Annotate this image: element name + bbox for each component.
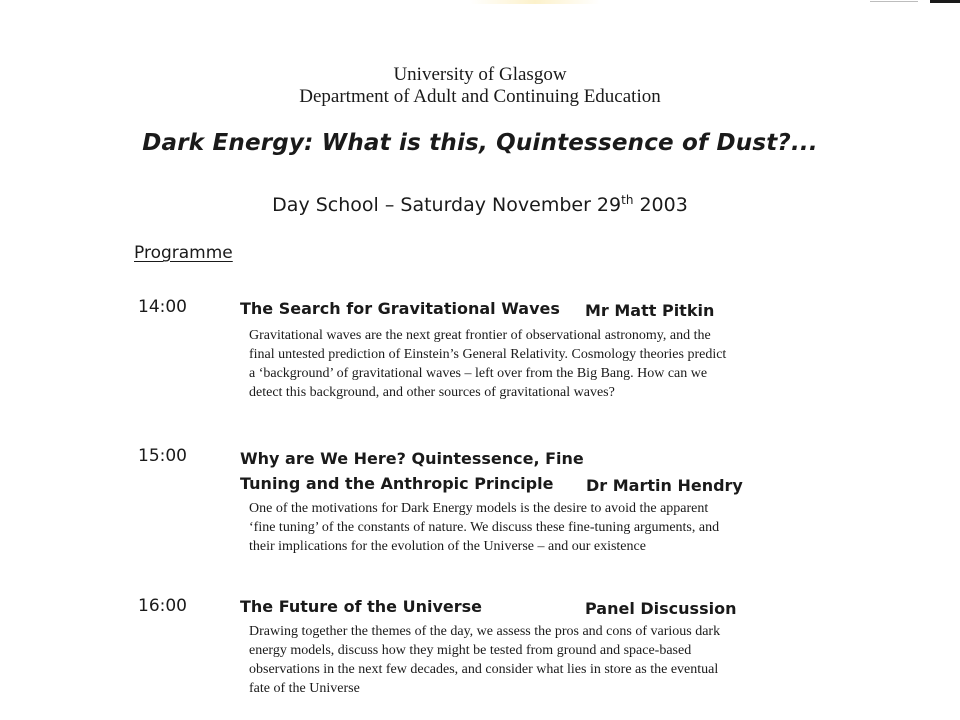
session-title-line-2: Tuning and the Anthropic Principle bbox=[240, 474, 554, 493]
programme-heading: Programme bbox=[134, 243, 233, 263]
session-title: The Future of the Universe bbox=[240, 597, 482, 616]
description-line: final untested prediction of Einstein’s General Relativity. Cosmology theories predict bbox=[249, 347, 727, 362]
session-time: 14:00 bbox=[138, 297, 187, 317]
description-line: their implications for the evolution of the Universe – and our existence bbox=[249, 539, 646, 554]
scan-smudge bbox=[470, 0, 600, 4]
session-description bbox=[249, 326, 749, 402]
university-name: University of Glasgow bbox=[393, 64, 567, 85]
session-title-line-1: Why are We Here? Quintessence, Fine bbox=[240, 449, 584, 468]
session-speaker: Dr Martin Hendry bbox=[586, 476, 743, 495]
session-time: 16:00 bbox=[138, 596, 187, 616]
corner-rule bbox=[870, 0, 960, 4]
description-line: energy models, discuss how they might be tested from ground and space-based bbox=[249, 643, 692, 658]
event-date-ordinal: th bbox=[621, 193, 634, 207]
description-line: Drawing together the themes of the day, we assess the pros and cons of various dark bbox=[249, 624, 721, 639]
session-speaker: Panel Discussion bbox=[585, 599, 737, 618]
description-line: One of the motivations for Dark Energy models is the desire to avoid the apparent bbox=[249, 501, 709, 516]
event-date-year: 2003 bbox=[633, 194, 688, 216]
description-line: Gravitational waves are the next great frontier of observational astronomy, and the bbox=[249, 328, 711, 343]
description-line: ‘fine tuning’ of the constants of nature. We discuss these fine-tuning arguments, and bbox=[249, 520, 720, 535]
corner-rule-thick bbox=[930, 0, 960, 3]
description-line: fate of the Universe bbox=[249, 681, 360, 696]
department-name: Department of Adult and Continuing Education bbox=[299, 86, 661, 107]
session-description bbox=[249, 499, 749, 556]
description-line: detect this background, and other sources of gravitational waves? bbox=[249, 385, 615, 400]
description-line: observations in the next few decades, and consider what lies in store as the eventual bbox=[249, 662, 719, 677]
session-title: The Search for Gravitational Waves bbox=[240, 299, 560, 318]
description-line: a ‘background’ of gravitational waves – left over from the Big Bang. How can we bbox=[249, 366, 708, 381]
session-speaker: Mr Matt Pitkin bbox=[585, 301, 715, 320]
session-description bbox=[249, 622, 749, 698]
corner-rule-thin bbox=[870, 1, 918, 2]
session-time: 15:00 bbox=[138, 446, 187, 466]
event-date-prefix: Day School – Saturday November 29 bbox=[272, 194, 622, 216]
page-title: Dark Energy: What is this, Quintessence of Dust?... bbox=[142, 130, 818, 156]
event-date-line bbox=[0, 194, 960, 216]
